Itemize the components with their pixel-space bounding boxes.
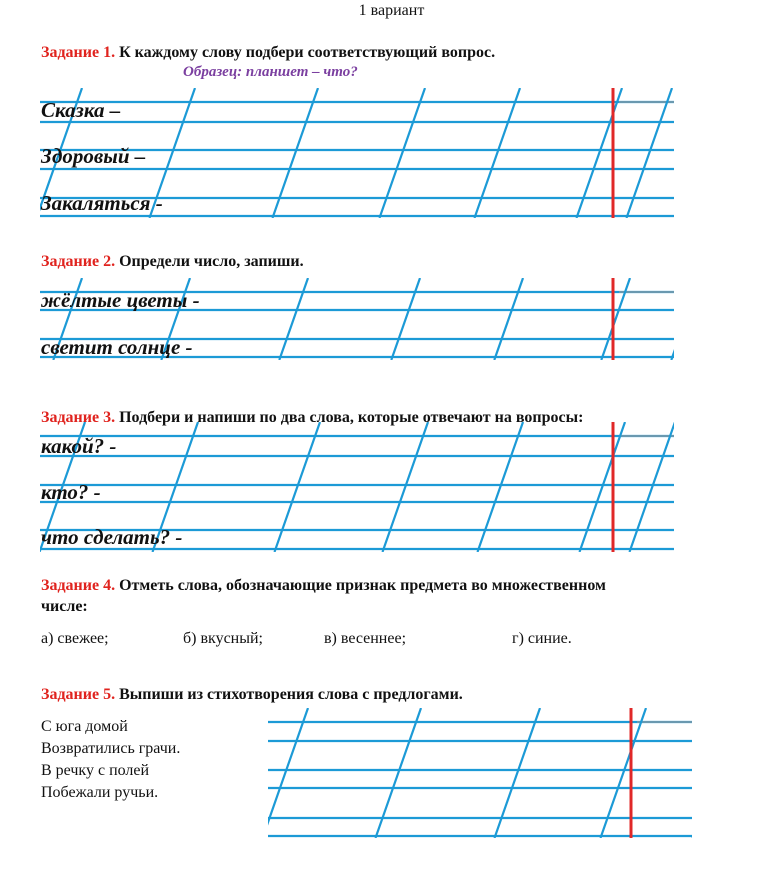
task4-number: Задание 4.	[41, 577, 116, 594]
task2-number: Задание 2.	[41, 253, 116, 270]
poem-line-1: С юга домой	[41, 718, 128, 735]
task4-option-d[interactable]: г) синие.	[512, 630, 572, 647]
task3-question-1: какой? -	[41, 434, 117, 458]
slant-line	[671, 278, 674, 360]
slant-line	[630, 422, 675, 552]
slant-line	[279, 278, 308, 360]
task4-option-c[interactable]: в) весеннее;	[324, 630, 407, 647]
task2-heading	[41, 251, 304, 272]
task3-text: Подбери и напиши по два слова, которые отвечают на вопросы:	[119, 409, 584, 426]
task4-option-a[interactable]: а) свежее;	[41, 630, 109, 647]
slant-line	[494, 278, 523, 360]
task1-heading	[41, 42, 495, 63]
task1-word-2: Здоровый –	[41, 144, 146, 168]
slant-line	[478, 422, 524, 552]
task1-sample: Образец: планшет – что?	[183, 64, 358, 80]
task5-text: Выпиши из стихотворения слова с предлогами.	[119, 686, 463, 703]
task3-number: Задание 3.	[41, 409, 116, 426]
task2-phrase-2: светит солнце -	[41, 335, 193, 359]
task1-text: К каждому слову подбери соответствующий вопрос.	[119, 44, 496, 61]
task5-poem	[41, 716, 180, 804]
task5-heading	[41, 684, 463, 705]
task1-word-1: Сказка –	[41, 98, 121, 122]
task3-question-2: кто? -	[41, 480, 101, 504]
poem-line-3: В речку с полей	[41, 762, 150, 779]
slant-line	[275, 422, 321, 552]
writing-grid-task5	[268, 708, 692, 838]
slant-line	[580, 422, 626, 552]
poem-line-4: Побежали ручьи.	[41, 784, 159, 801]
task2-phrase-1: жёлтые цветы -	[41, 288, 200, 312]
task4-text-line2: числе:	[41, 598, 88, 615]
task4-heading	[41, 575, 741, 617]
task4-option-b[interactable]: б) вкусный;	[183, 630, 263, 647]
task1-word-3: Закаляться -	[41, 191, 163, 215]
task5-number: Задание 5.	[41, 686, 116, 703]
slant-line	[383, 422, 429, 552]
slant-line	[601, 278, 630, 360]
task3-question-3: что сделать? -	[41, 525, 183, 549]
poem-line-2: Возвратились грачи.	[41, 740, 181, 757]
task4-text-line1: Отметь слова, обозначающие признак предмета во множественном	[119, 577, 606, 594]
task2-text: Определи число, запиши.	[119, 253, 304, 270]
task1-number: Задание 1.	[41, 44, 116, 61]
slant-line	[391, 278, 420, 360]
variant-title: 1 вариант	[358, 2, 425, 19]
